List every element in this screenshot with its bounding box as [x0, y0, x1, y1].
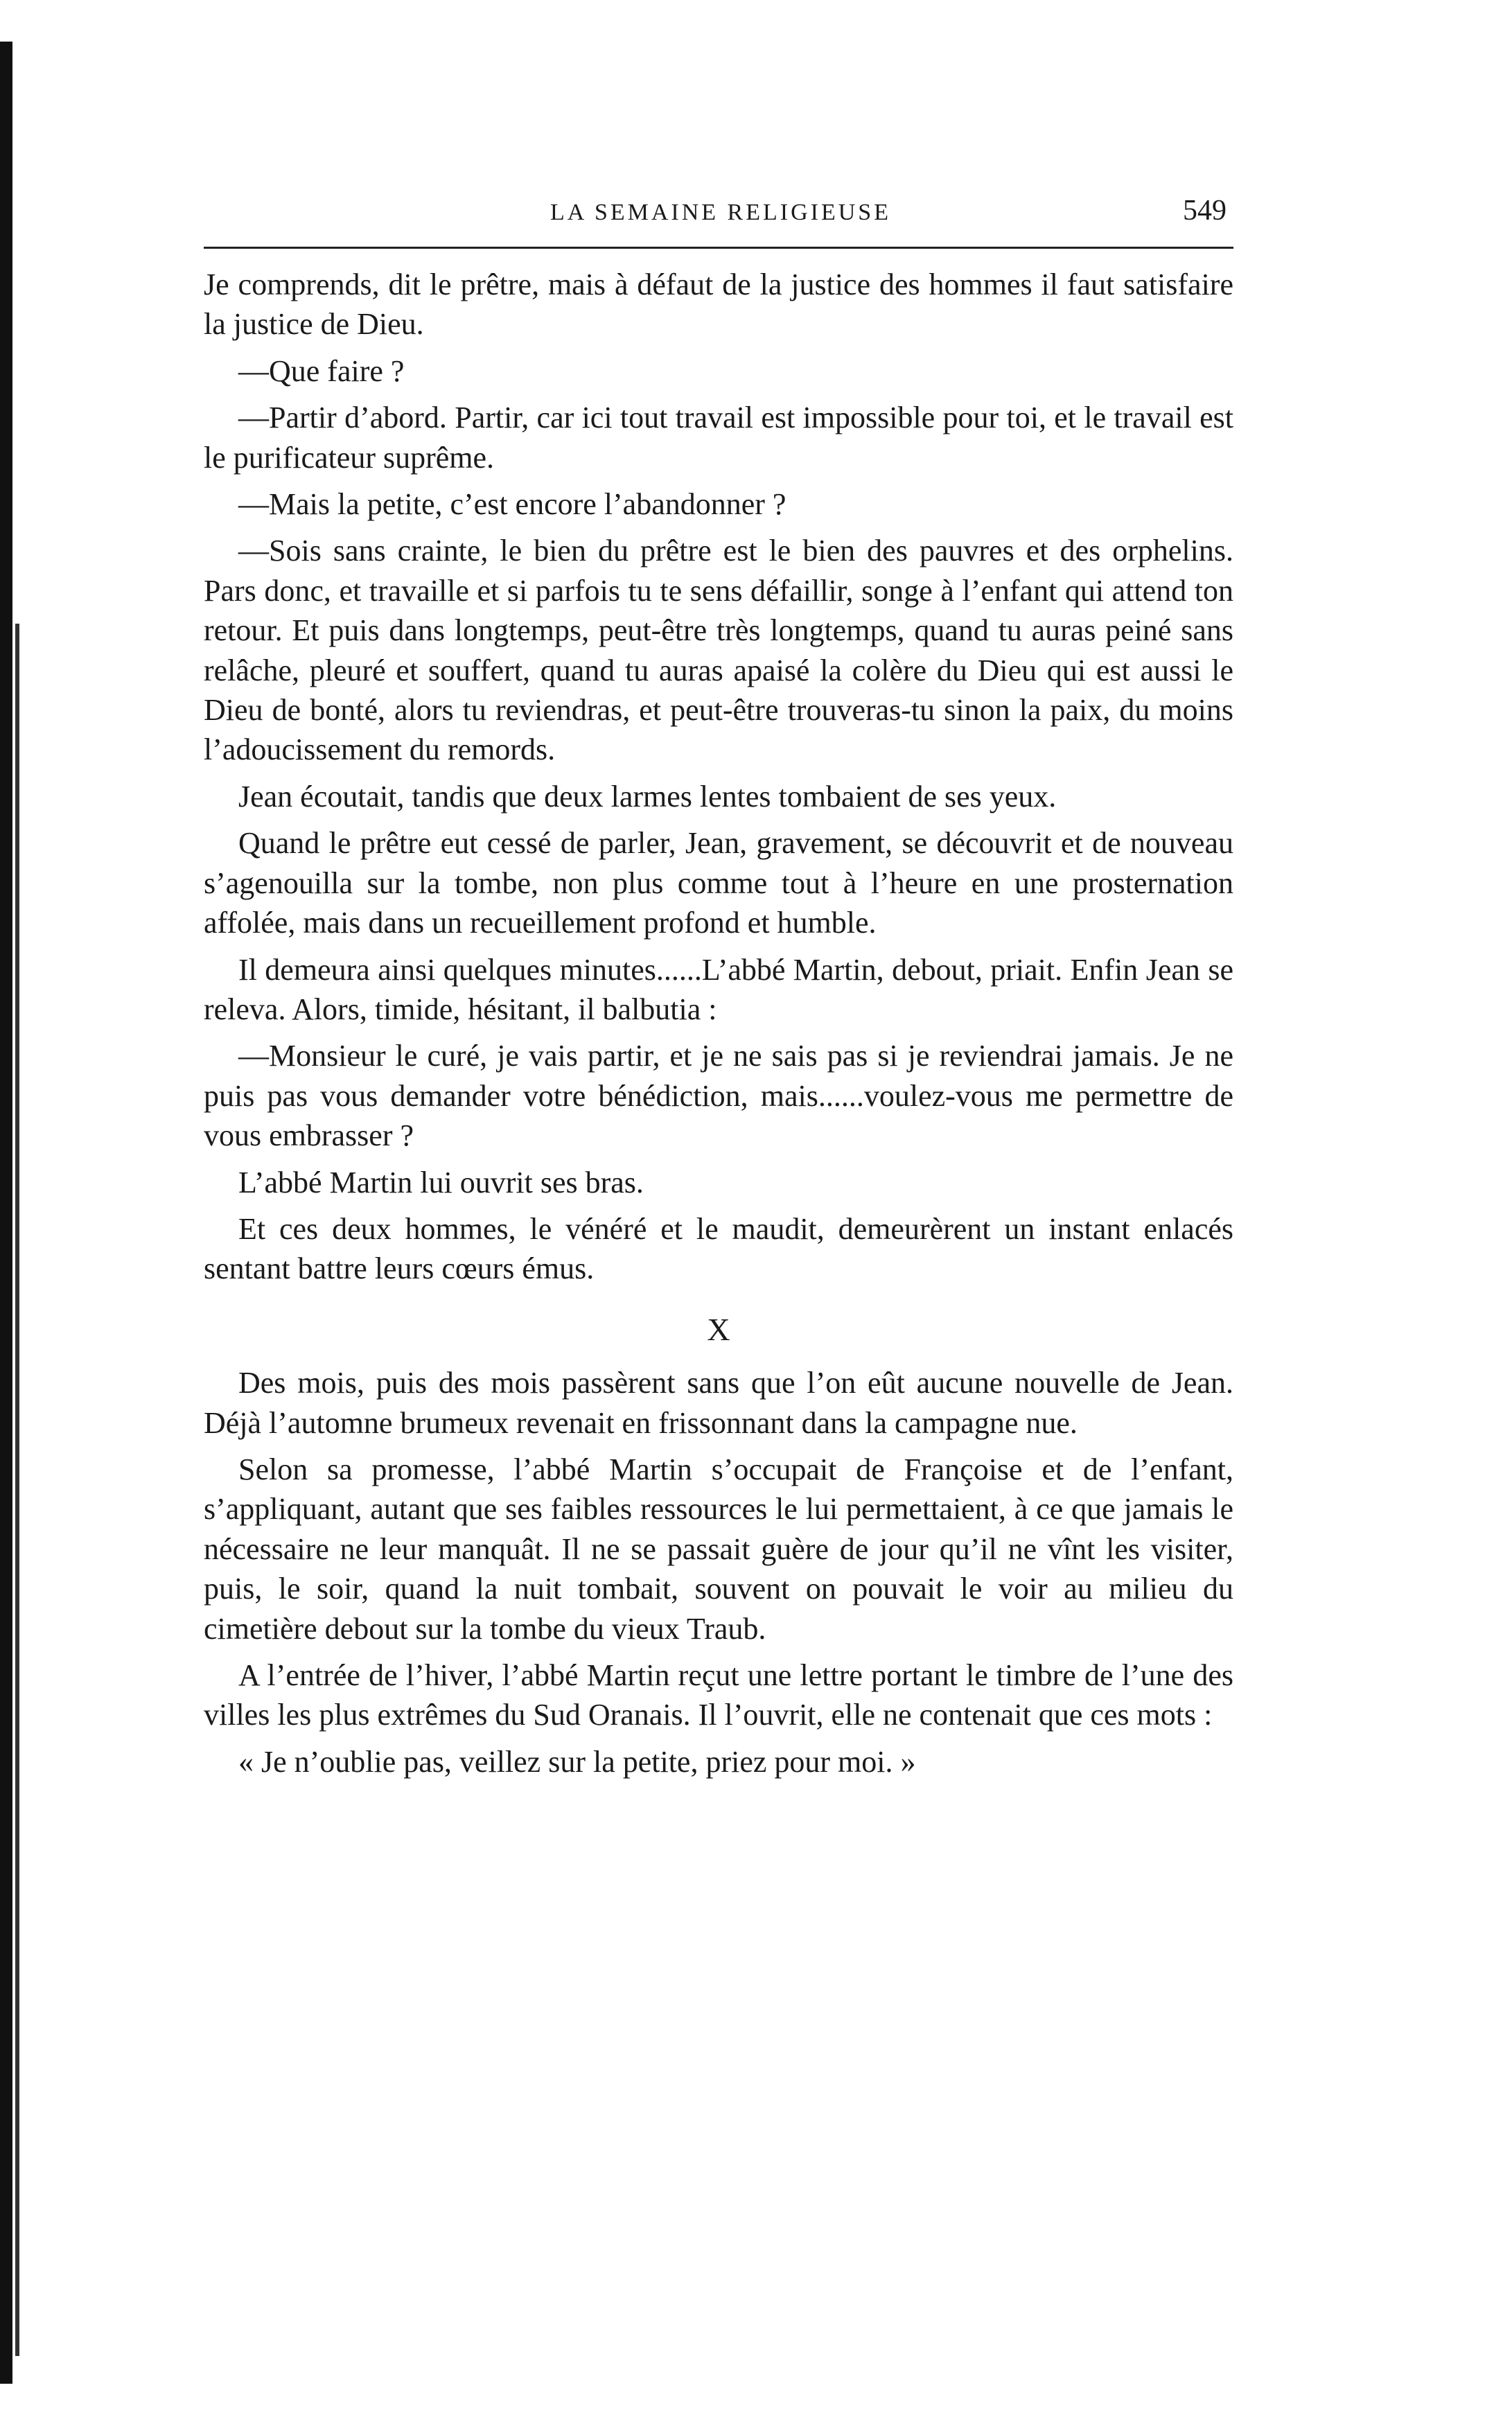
paragraph: —Sois sans crainte, le bien du prêtre est le bien des pauvres et des orphelins. Pars donc, et travaille et si parfois tu te sens défaillir, songe à l’enfant qui attend ton retour. Et puis dans longtemps, peut-être très longtemps, quand tu auras peiné sans relâche, pleuré et souffert, quand tu auras apaisé la colère du Dieu qui est aussi le Dieu de bonté, alors tu reviendras, et peut-être trouveras-tu sinon la paix, du moins l’adoucissement du remords.: [204, 534, 1233, 767]
body-text: [204, 265, 1233, 1788]
header-rule: [204, 247, 1233, 249]
running-head: [204, 187, 1233, 236]
paragraph: Des mois, puis des mois passèrent sans que l’on eût aucune nouvelle de Jean. Déjà l’automne brumeux revenait en frissonnant dans la campagne nue.: [204, 1366, 1233, 1440]
paragraph: Je comprends, dit le prêtre, mais à défaut de la justice des hommes il faut satisfaire la justice de Dieu.: [204, 267, 1233, 342]
paragraph: Selon sa promesse, l’abbé Martin s’occupait de Françoise et de l’enfant, s’appliquant, autant que ses faibles ressources le lui permettaient, à ce que jamais le nécessaire ne leur manquât. Il ne se passait guère de jour qu’il ne vînt les visiter, puis, le soir, quand la nuit tombait, souvent on pouvait le voir au milieu du cimetière debout sur la tombe du vieux Traub.: [204, 1452, 1233, 1646]
paragraph: L’abbé Martin lui ouvrit ses bras.: [238, 1165, 644, 1199]
paragraph: A l’entrée de l’hiver, l’abbé Martin reçut une lettre portant le timbre de l’une des villes les plus extrêmes du Sud Oranais. Il l’ouvrit, elle ne contenait que ces mots :: [204, 1658, 1233, 1732]
paragraph: —Mais la petite, c’est encore l’abandonner ?: [238, 487, 786, 522]
running-title: LA SEMAINE RELIGIEUSE: [550, 200, 891, 225]
paragraph: Il demeura ainsi quelques minutes......L’abbé Martin, debout, priait. Enfin Jean se releva. Alors, timide, hésitant, il balbutia :: [204, 952, 1233, 1026]
paragraph: Quand le prêtre eut cessé de parler, Jean, gravement, se découvrit et de nouveau s’agenouilla sur la tombe, non plus comme tout à l’heure en une prosternation affolée, mais dans un recueillement profond et humble.: [204, 826, 1233, 940]
book-page: [204, 187, 1233, 1779]
paragraph: —Que faire ?: [238, 353, 405, 388]
paragraph: Et ces deux hommes, le vénéré et le maudit, demeurèrent un instant enlacés sentant battre leurs cœurs émus.: [204, 1211, 1233, 1286]
page-binding-edge: [0, 42, 12, 2384]
paragraph: —Monsieur le curé, je vais partir, et je ne sais pas si je reviendrai jamais. Je ne puis pas vous demander votre bénédiction, mais......voulez-vous me permettre de vous embrasser ?: [204, 1039, 1233, 1153]
paragraph: « Je n’oublie pas, veillez sur la petite, priez pour moi. »: [238, 1744, 916, 1779]
paragraph: Jean écoutait, tandis que deux larmes lentes tombaient de ses yeux.: [238, 779, 1057, 814]
page-binding-shadow: [15, 624, 19, 2356]
paragraph: —Partir d’abord. Partir, car ici tout travail est impossible pour toi, et le travail est le purificateur suprême.: [204, 401, 1233, 475]
page-number: 549: [1183, 195, 1227, 227]
section-heading: X: [707, 1311, 730, 1347]
